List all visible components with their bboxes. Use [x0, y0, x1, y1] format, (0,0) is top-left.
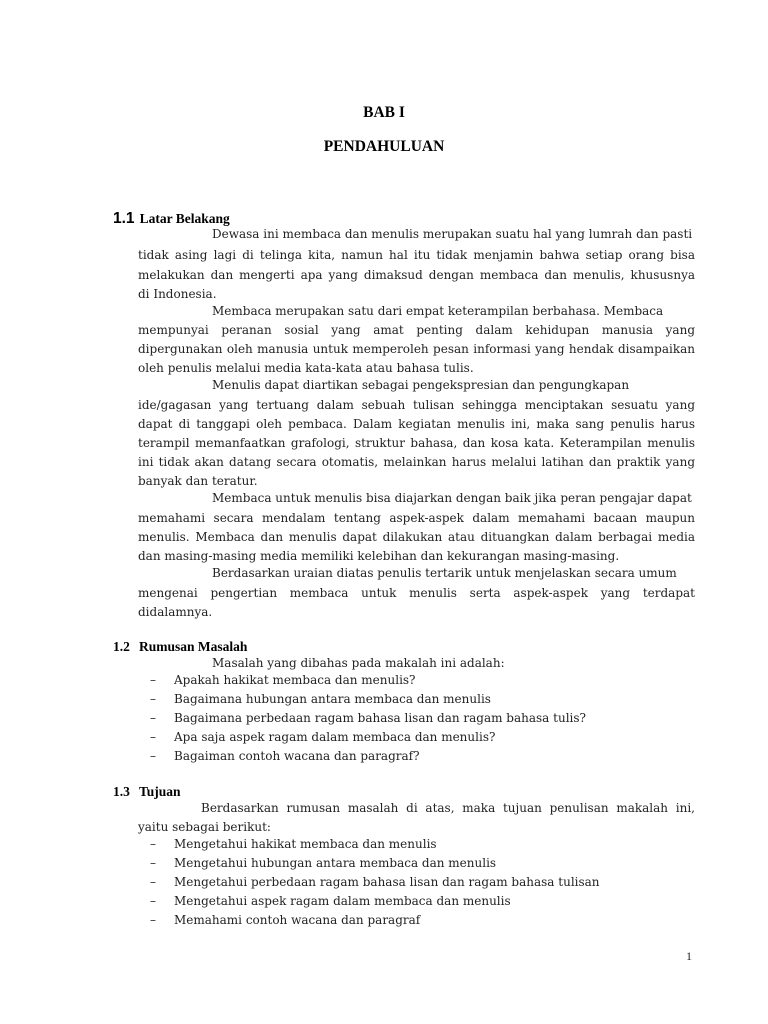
list-item [150, 835, 437, 853]
section-number: 1.1 [113, 210, 135, 227]
dash-bullet: – [150, 711, 156, 725]
section-title: Tujuan [138, 784, 181, 799]
list-item [150, 892, 511, 910]
paragraph-line: menulis. Membaca dan menulis dapat dilakukan atau dituangkan dalam berbagai media [138, 530, 695, 544]
dash-bullet: – [150, 730, 156, 744]
paragraph-line: ide/gagasan yang tertuang dalam sebuah tulisan sehingga menciptakan sesuatu yang [138, 398, 695, 412]
list-item-text: Apa saja aspek ragam dalam membaca dan menulis? [174, 730, 496, 744]
paragraph-line: Berdasarkan rumusan masalah di atas, maka tujuan penulisan makalah ini, [201, 801, 695, 815]
list-item [150, 690, 491, 708]
paragraph-line: mengenai pengertian membaca untuk menulis serta aspek-aspek yang terdapat [138, 586, 695, 600]
section-number: 1.3 [113, 784, 130, 799]
paragraph-line: Dewasa ini membaca dan menulis merupakan suatu hal yang lumrah dan pasti [212, 227, 693, 241]
paragraph-line: melakukan dan mengerti apa yang dimaksud dengan membaca dan menulis, khususnya [138, 268, 695, 282]
list-item [150, 873, 600, 891]
paragraph-line: ini tidak akan datang secara otomatis, melainkan harus melalui latihan dan praktik yang [138, 455, 695, 469]
paragraph-line: Membaca untuk menulis bisa diajarkan dengan baik jika peran pengajar dapat [212, 491, 692, 505]
paragraph-line: Menulis dapat diartikan sebagai pengekspresian dan pengungkapan [212, 378, 630, 392]
paragraph-line: Masalah yang dibahas pada makalah ini adalah: [212, 656, 505, 670]
list-item [150, 854, 496, 872]
paragraph-line: mempunyai peranan sosial yang amat penting dalam kehidupan manusia yang [138, 323, 695, 337]
dash-bullet: – [150, 913, 156, 927]
dash-bullet: – [150, 692, 156, 706]
list-item-text: Memahami contoh wacana dan paragraf [174, 913, 421, 927]
page-number: 1 [686, 949, 692, 963]
list-item [150, 911, 420, 929]
section-heading-1-3 [113, 781, 181, 800]
dash-bullet: – [150, 673, 156, 687]
dash-bullet: – [150, 749, 156, 763]
list-item [150, 709, 586, 727]
list-item [150, 747, 420, 765]
paragraph-line: tidak asing lagi di telinga kita, namun hal itu tidak menjamin bahwa setiap orang bisa [138, 248, 695, 262]
list-item-text: Bagaimana perbedaan ragam bahasa lisan dan ragam bahasa tulis? [174, 711, 586, 725]
dash-bullet: – [150, 856, 156, 870]
list-item-text: Bagaiman contoh wacana dan paragraf? [174, 749, 420, 763]
paragraph-line: yaitu sebagai berikut: [138, 820, 271, 834]
dash-bullet: – [150, 894, 156, 908]
dash-bullet: – [150, 875, 156, 889]
list-item-text: Mengetahui perbedaan ragam bahasa lisan dan ragam bahasa tulisan [174, 875, 600, 889]
paragraph-line: banyak dan teratur. [138, 474, 258, 488]
list-item [150, 728, 495, 746]
chapter-title: PENDAHULUAN [323, 138, 445, 155]
list-item-text: Mengetahui hubungan antara membaca dan menulis [174, 856, 497, 870]
section-title: Rumusan Masalah [138, 639, 248, 654]
paragraph-line: memahami secara mendalam tentang aspek-aspek dalam memahami bacaan maupun [138, 511, 695, 525]
paragraph-line: Membaca merupakan satu dari empat keterampilan berbahasa. Membaca [212, 304, 664, 318]
section-number: 1.2 [113, 639, 130, 654]
section-heading-1-2 [113, 636, 247, 655]
list-item-text: Bagaimana hubungan antara membaca dan menulis [174, 692, 491, 706]
paragraph-line: terampil memanfaatkan grafologi, struktur bahasa, dan kosa kata. Keterampilan menulis [138, 436, 695, 450]
section-title: Latar Belakang [139, 211, 230, 226]
paragraph-line: oleh penulis melalui media kata-kata atau bahasa tulis. [138, 361, 474, 375]
paragraph-line: dipergunakan oleh manusia untuk memperoleh pesan informasi yang hendak disampaikan [138, 342, 695, 356]
list-item [150, 671, 416, 689]
list-item-text: Apakah hakikat membaca dan menulis? [174, 673, 416, 687]
paragraph-line: Berdasarkan uraian diatas penulis tertarik untuk menjelaskan secara umum [212, 566, 677, 580]
paragraph-line: didalamnya. [138, 605, 213, 619]
dash-bullet: – [150, 837, 156, 851]
paragraph-line: di Indonesia. [138, 287, 217, 301]
paragraph-line: dapat di tanggapi oleh pembaca. Dalam kegiatan menulis ini, maka sang penulis harus [138, 417, 695, 431]
paragraph-line: dan masing-masing media memiliki kelebihan dan kekurangan masing-masing. [138, 549, 620, 563]
list-item-text: Mengetahui aspek ragam dalam membaca dan menulis [174, 894, 511, 908]
list-item-text: Mengetahui hakikat membaca dan menulis [174, 837, 437, 851]
chapter-heading: BAB I [363, 104, 405, 121]
